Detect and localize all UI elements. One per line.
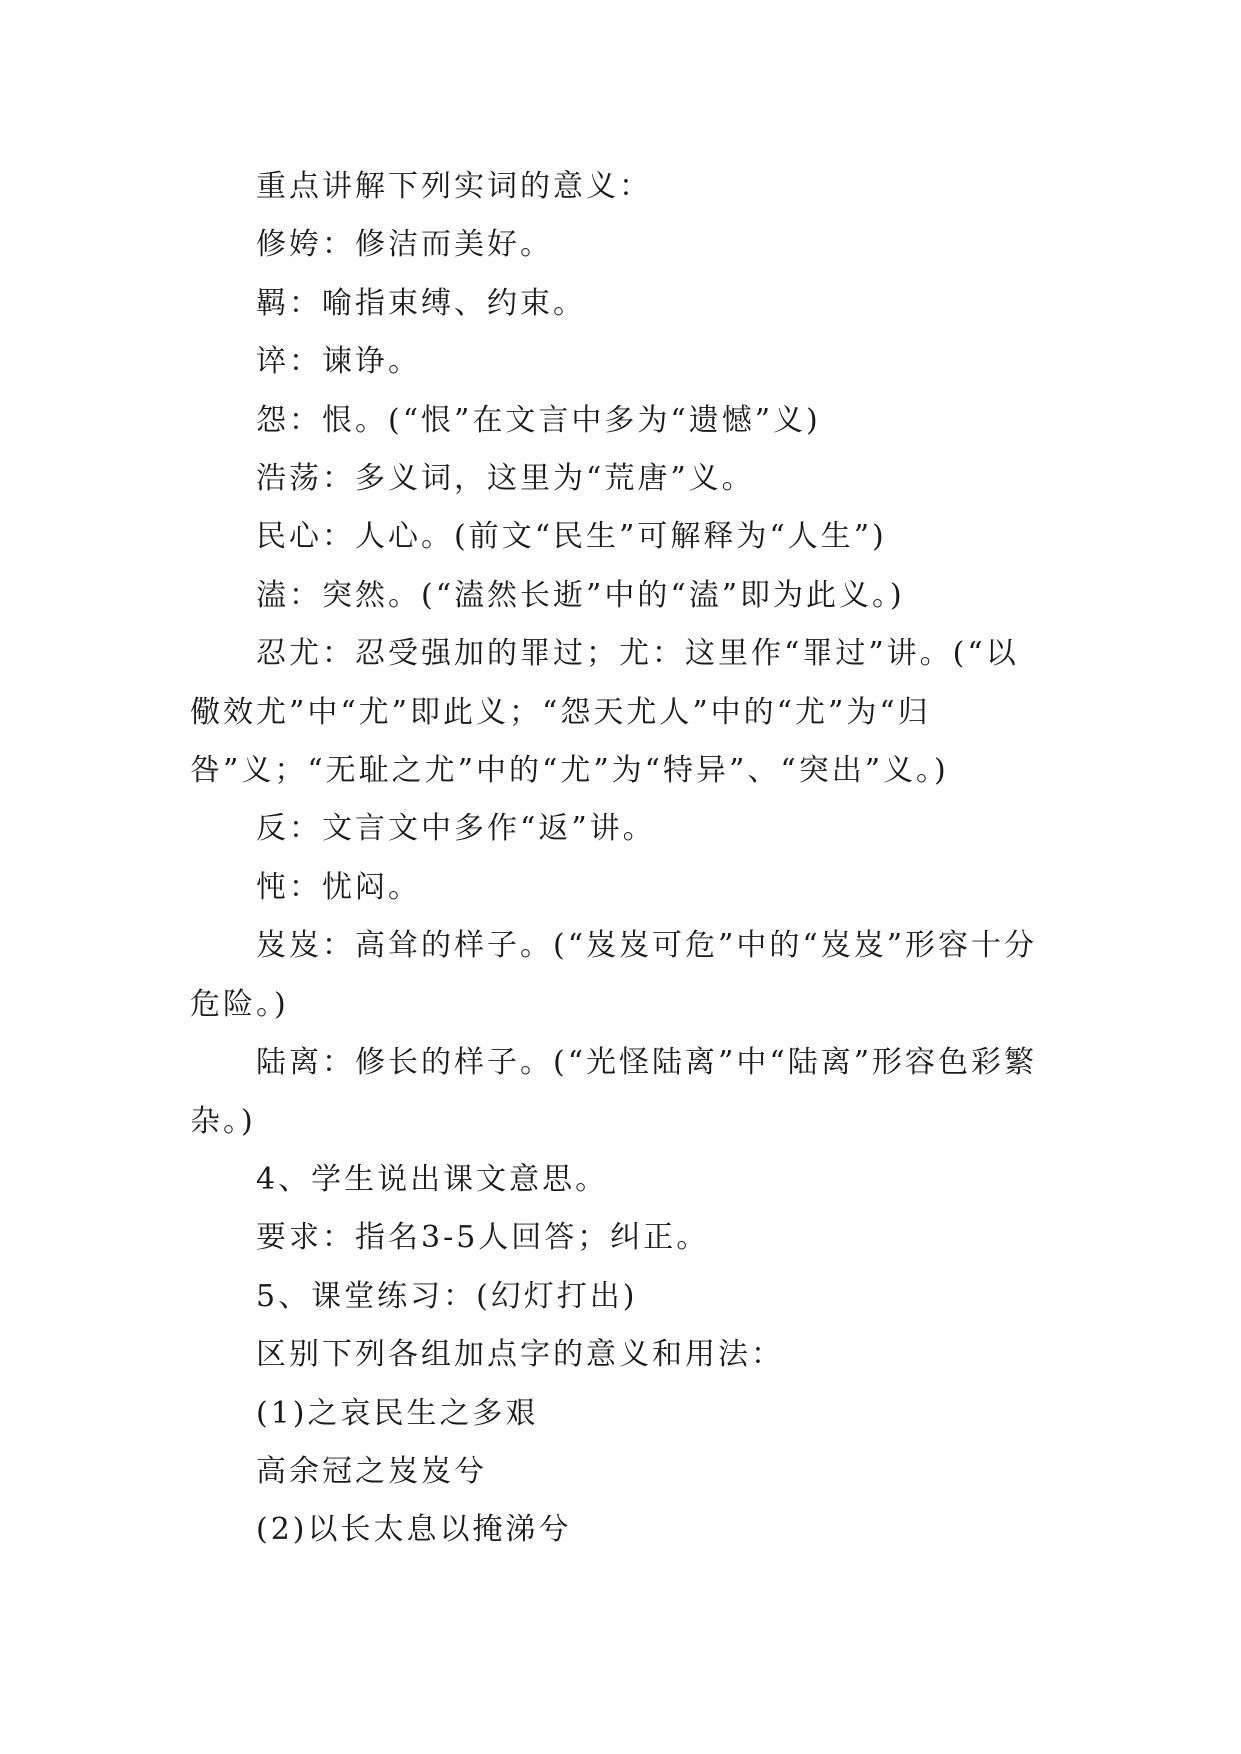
paragraph-exercise-1b: 高余冠之岌岌兮 — [256, 1453, 487, 1489]
paragraph-minxin: 民心：人心。(前文“民生”可解释为“人生”) — [256, 519, 887, 555]
paragraph-ji: 羁：喻指束缚、约束。 — [256, 285, 586, 321]
paragraph-exercise-2a: (2)以长太息以掩涕兮 — [256, 1512, 572, 1548]
paragraph-intro: 重点讲解下列实词的意义： — [256, 169, 652, 204]
paragraph-exercise-1a: (1)之哀民生之多艰 — [256, 1395, 539, 1431]
paragraph-exercise-instruction: 区别下列各组加点字的意义和用法： — [256, 1337, 784, 1373]
paragraph-tun: 忳：忧闷。 — [256, 869, 421, 905]
paragraph-renyou: 忍尤：忍受强加的罪过；尤：这里作“罪过”讲。(“以儆效尤”中“尤”即此义；“怨天尤人”中的“尤”为“归咎”义；“无耻之尤”中的“尤”为“特异”、“突出”义。) — [190, 636, 1019, 789]
paragraph-haodang: 浩荡：多义词，这里为“荒唐”义。 — [256, 461, 755, 497]
document-body — [190, 158, 1048, 1560]
paragraph-xiukua: 修姱：修洁而美好。 — [256, 227, 553, 263]
paragraph-requirement: 要求：指名3-5人回答；纠正。 — [256, 1220, 710, 1256]
paragraph-yuan: 怨：恨。(“恨”在文言中多为“遗憾”义) — [256, 402, 821, 438]
paragraph-step-5: 5、课堂练习：(幻灯打出) — [256, 1278, 638, 1314]
paragraph-sui: 谇：谏诤。 — [256, 344, 421, 380]
paragraph-fan: 反：文言文中多作“返”讲。 — [256, 811, 656, 847]
paragraph-step-4: 4、学生说出课文意思。 — [256, 1161, 609, 1197]
paragraph-luli: 陆离：修长的样子。(“光怪陆离”中“陆离”形容色彩繁杂。) — [190, 1045, 1038, 1139]
paragraph-jiji: 岌岌：高耸的样子。(“岌岌可危”中的“岌岌”形容十分危险。) — [190, 928, 1038, 1022]
paragraph-ke: 溘：突然。(“溘然长逝”中的“溘”即为此义。) — [256, 577, 905, 613]
